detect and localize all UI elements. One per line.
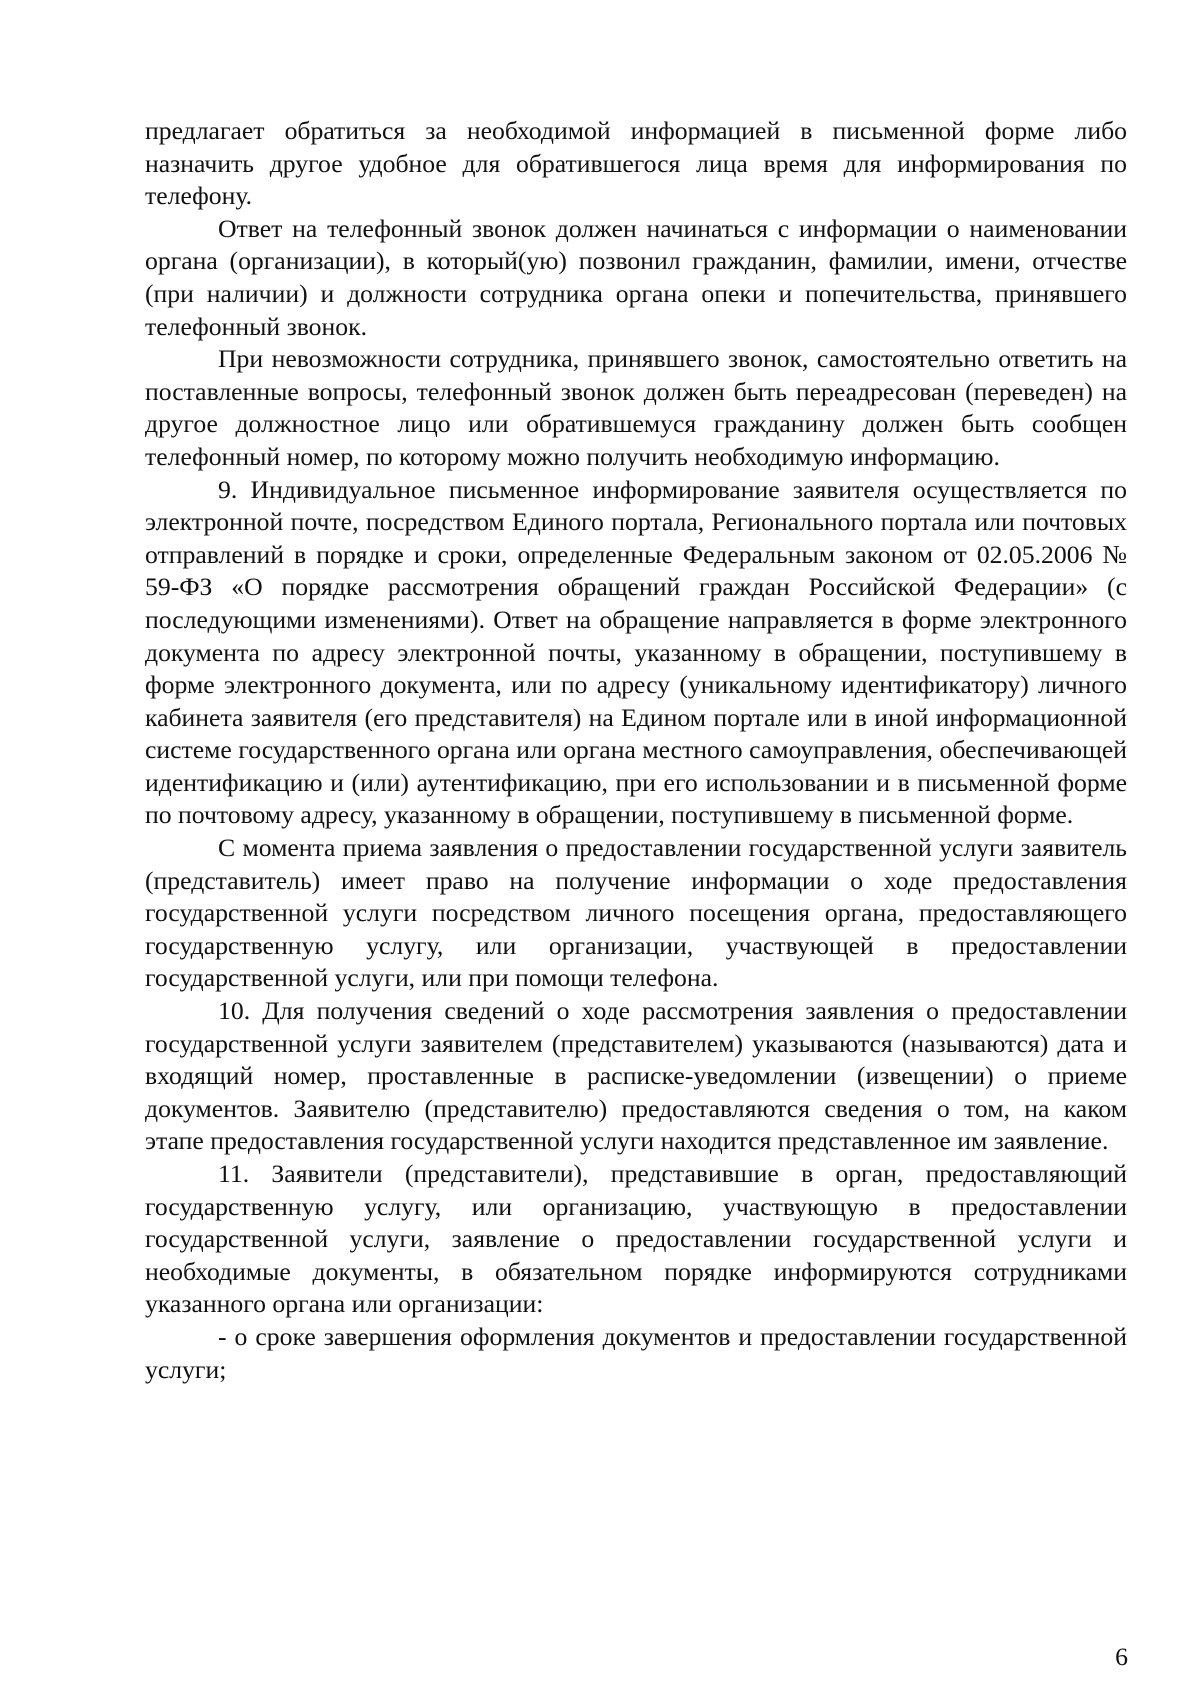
paragraph-phone-redirect: При невозможности сотрудника, принявшего звонок, самостоятельно ответить на поставленные вопросы, телефонный звонок должен быть переадресован (переведен) на другое должностное лицо или обратившемуся гражданину должен быть сообщен телефонный номер, по которому можно получить необходимую информацию. — [145, 344, 1127, 471]
paragraph-continuation: предлагает обратиться за необходимой информацией в письменной форме либо назначить другое удобное для обратившегося лица время для информирования по телефону. — [145, 116, 1127, 211]
paragraph-item-11: 11. Заявители (представители), представившие в орган, предоставляющий государственную услугу, или организацию, участвующую в предоставлении государственной услуги, заявление о предоставлении государственной услуги и необходимые документы, в обязательном порядке информируются сотрудниками указанного органа или организации: — [145, 1159, 1127, 1319]
document-body — [145, 115, 1127, 1386]
paragraph-item-10: 10. Для получения сведений о ходе рассмотрения заявления о предоставлении государственной услуги заявителем (представителем) указываются (называются) дата и входящий номер, проставленные в расписке-уведомлении (извещении) о приеме документов. Заявителю (представителю) предоставляются сведения о том, на каком этапе предоставления государственной услуги находится представленное им заявление. — [145, 996, 1127, 1156]
page-number: 6 — [1115, 1642, 1128, 1671]
paragraph-application-status: С момента приема заявления о предоставлении государственной услуги заявитель (представитель) имеет право на получение информации о ходе предоставления государственной услуги посредством личного посещения органа, предоставляющего государственную услугу, или организации, участвующей в предоставлении государственной услуги, или при помощи телефона. — [145, 833, 1127, 993]
paragraph-phone-answer: Ответ на телефонный звонок должен начинаться с информации о наименовании органа (организации), в который(ую) позвонил гражданин, фамилии, имени, отчестве (при наличии) и должности сотрудника органа опеки и попечительства, принявшего телефонный звонок. — [145, 213, 1127, 341]
paragraph-item-9: 9. Индивидуальное письменное информирование заявителя осуществляется по электронной почте, посредством Единого портала, Регионального портала или почтовых отправлений в порядке и сроки, определенные Федеральным законом от 02.05.2006 № 59-ФЗ «О порядке рассмотрения обращений граждан Российской Федерации» (с последующими изменениями). Ответ на обращение направляется в форме электронного документа по адресу электронной почты, указанному в обращении, поступившему в форме электронного документа, или по адресу (уникальному идентификатору) личного кабинета заявителя (его представителя) на Едином портале или в иной информационной системе государственного органа или органа местного самоуправления, обеспечивающей идентификацию и (или) аутентификацию, при его использовании и в письменной форме по почтовому адресу, указанному в обращении, поступившему в письменной форме. — [145, 474, 1127, 830]
paragraph-list-item: - о сроке завершения оформления документов и предоставлении государственной услуги; — [145, 1321, 1127, 1384]
